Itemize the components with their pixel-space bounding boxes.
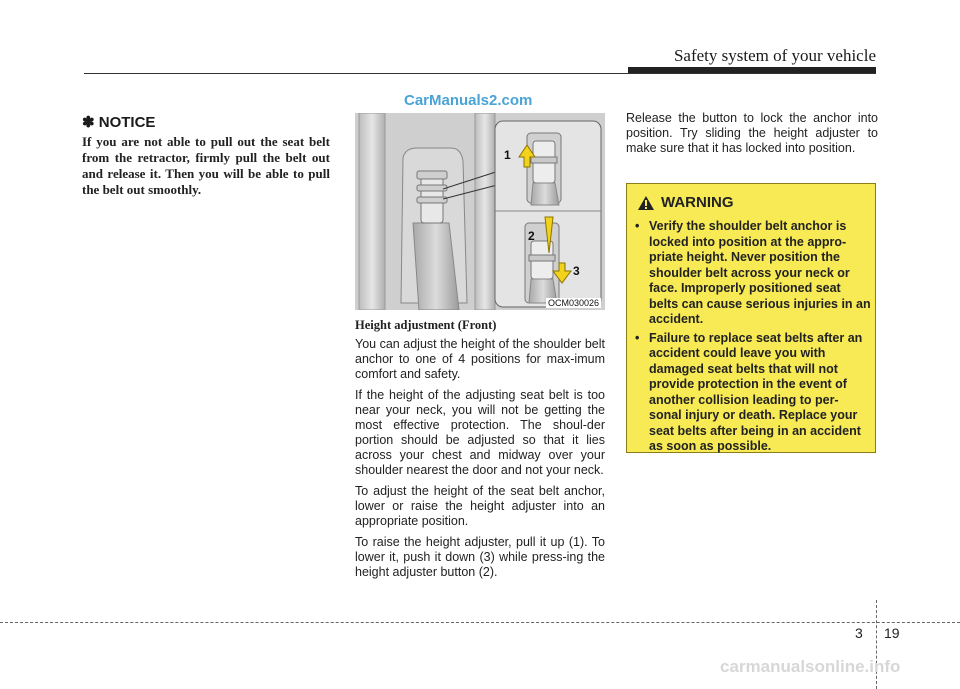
seat-belt-figure [355,113,605,310]
paragraph: If the height of the adjusting seat belt is too near your neck, you will not be getting the most effective protection. The shoul-der portion should be adjusted so that it lies across your chest and midway over your shoulder nearest the door and not your neck. [355,388,605,477]
release-instructions: Release the button to lock the anchor into position. Try sliding the height adjuster to make sure that it has locked into position. [626,111,878,155]
warning-item [633,331,871,455]
warning-item [633,219,871,328]
warning-icon [637,195,655,211]
paragraph: You can adjust the height of the shoulder belt anchor to one of 4 positions for max-imum comfort and safety. [355,337,605,381]
paragraph: To adjust the height of the seat belt anchor, lower or raise the height adjuster into an appropriate position. [355,484,605,528]
height-adjustment-section [355,318,605,586]
notice-heading [82,113,155,131]
callout-2: 2 [528,229,535,243]
paragraph: To raise the height adjuster, pull it up (1). To lower it, push it down (3) while press-ing the height adjuster button (2). [355,535,605,579]
page-number: 19 [884,625,900,641]
footer-rule [0,622,960,623]
warning-header [637,194,734,211]
warning-item-text: Verify the shoulder belt anchor is locked into position at the appro-priate height. Never position the shoulder belt across your neck or face. Improperly positioned seat belts can cause serious injuries in an accident. [649,219,871,326]
notice-title: NOTICE [98,114,156,131]
warning-item-text: Failure to replace seat belts after an accident could leave you with damaged seat belts that will not provide protection in the event of another collision leading to per-sonal injury or death. Replace your seat belts after being in an accident as soon as possible. [649,330,863,453]
callout-3: 3 [573,264,580,278]
notice-icon: ✽ [82,114,95,131]
bullet-icon: • [635,219,640,233]
warning-title: WARNING [661,194,734,211]
section-title: Safety system of your vehicle [673,46,876,65]
figure-code: OCM030026 [547,298,599,308]
callout-1: 1 [504,148,511,162]
section-heading: Height adjustment (Front) [355,318,497,332]
warning-box [626,183,876,453]
watermark-bottom: carmanualsonline.info [720,657,901,676]
header-rule [84,73,876,74]
warning-list [633,219,871,458]
notice-body: If you are not able to pull out the seat belt from the retractor, firmly pull the belt out and release it. Then you will be able to pull the belt out smoothly. [82,134,330,197]
bullet-icon: • [635,330,640,345]
chapter-number: 3 [855,625,863,641]
watermark-top: CarManuals2.com [404,92,533,109]
seat-belt-illustration [355,113,605,310]
